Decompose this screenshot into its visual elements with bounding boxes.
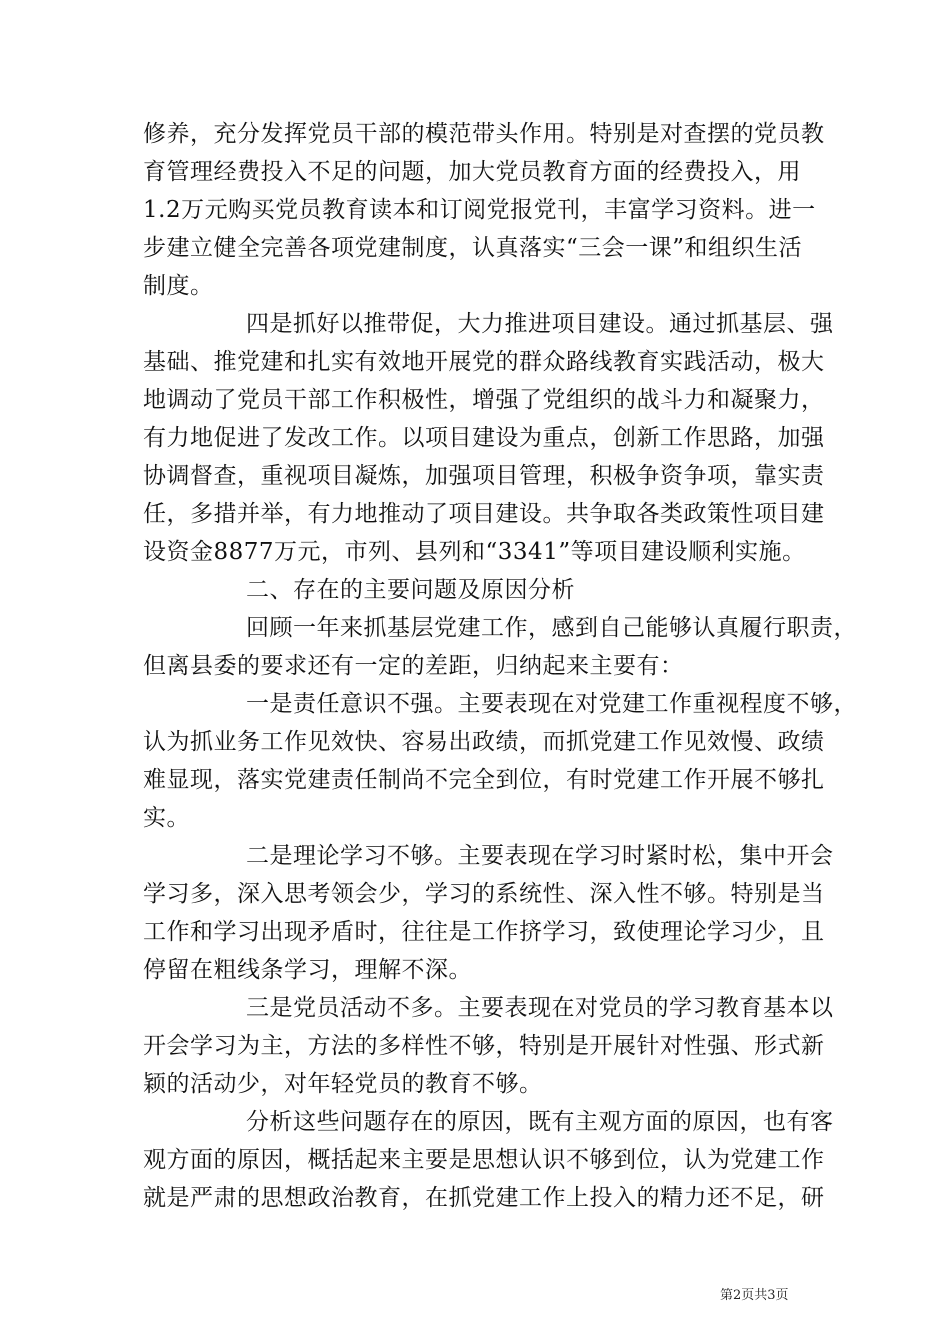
text-line: 认为抓业务工作见效快、容易出政绩，而抓党建工作见效慢、政绩 bbox=[143, 729, 825, 755]
text-line: 实。 bbox=[143, 805, 190, 831]
text-line: 颖的活动少，对年轻党员的教育不够。 bbox=[143, 1071, 543, 1097]
text-line: 但离县委的要求还有一定的差距，归纳起来主要有： bbox=[143, 653, 684, 679]
text-line: 设资金8877万元，市列、县列和“3341”等项目建设顺利实施。 bbox=[143, 539, 806, 565]
text-line: 停留在粗线条学习，理解不深。 bbox=[143, 957, 472, 983]
text-line: 步建立健全完善各项党建制度，认真落实“三会一课”和组织生活 bbox=[143, 235, 803, 261]
page-number-footer: 第2页共3页 bbox=[720, 1288, 789, 1303]
text-line: 地调动了党员干部工作积极性，增强了党组织的战斗力和凝聚力， bbox=[143, 387, 825, 413]
text-line: 协调督查，重视项目凝炼，加强项目管理，积极争资争项，靠实责 bbox=[143, 463, 825, 489]
paragraph-start-line: 二是理论学习不够。主要表现在学习时紧时松，集中开会 bbox=[246, 843, 834, 869]
text-line: 工作和学习出现矛盾时，往往是工作挤学习，致使理论学习少，且 bbox=[143, 919, 825, 945]
text-line: 1.2万元购买党员教育读本和订阅党报党刊，丰富学习资料。进一 bbox=[143, 197, 816, 223]
text-line: 难显现，落实党建责任制尚不完全到位，有时党建工作开展不够扎 bbox=[143, 767, 825, 793]
text-line: 修养，充分发挥党员干部的模范带头作用。特别是对查摆的党员教 bbox=[143, 121, 825, 147]
section-heading: 二、存在的主要问题及原因分析 bbox=[246, 577, 575, 603]
text-line: 开会学习为主，方法的多样性不够，特别是开展针对性强、形式新 bbox=[143, 1033, 825, 1059]
paragraph-start-line: 四是抓好以推带促，大力推进项目建设。通过抓基层、强 bbox=[246, 311, 834, 337]
text-line: 观方面的原因，概括起来主要是思想认识不够到位，认为党建工作 bbox=[143, 1147, 825, 1173]
text-line: 制度。 bbox=[143, 273, 214, 299]
text-line: 育管理经费投入不足的问题，加大党员教育方面的经费投入，用 bbox=[143, 159, 801, 185]
text-line: 就是严肃的思想政治教育，在抓党建工作上投入的精力还不足，研 bbox=[143, 1185, 825, 1211]
text-line: 有力地促进了发改工作。以项目建设为重点，创新工作思路，加强 bbox=[143, 425, 825, 451]
paragraph-start-line: 一是责任意识不强。主要表现在对党建工作重视程度不够， bbox=[246, 691, 857, 717]
text-line: 基础、推党建和扎实有效地开展党的群众路线教育实践活动，极大 bbox=[143, 349, 825, 375]
paragraph-start-line: 分析这些问题存在的原因，既有主观方面的原因，也有客 bbox=[246, 1109, 834, 1135]
paragraph-start-line: 三是党员活动不多。主要表现在对党员的学习教育基本以 bbox=[246, 995, 834, 1021]
text-line: 任，多措并举，有力地推动了项目建设。共争取各类政策性项目建 bbox=[143, 501, 825, 527]
paragraph-start-line: 回顾一年来抓基层党建工作，感到自己能够认真履行职责， bbox=[246, 615, 857, 641]
text-line: 学习多，深入思考领会少，学习的系统性、深入性不够。特别是当 bbox=[143, 881, 825, 907]
